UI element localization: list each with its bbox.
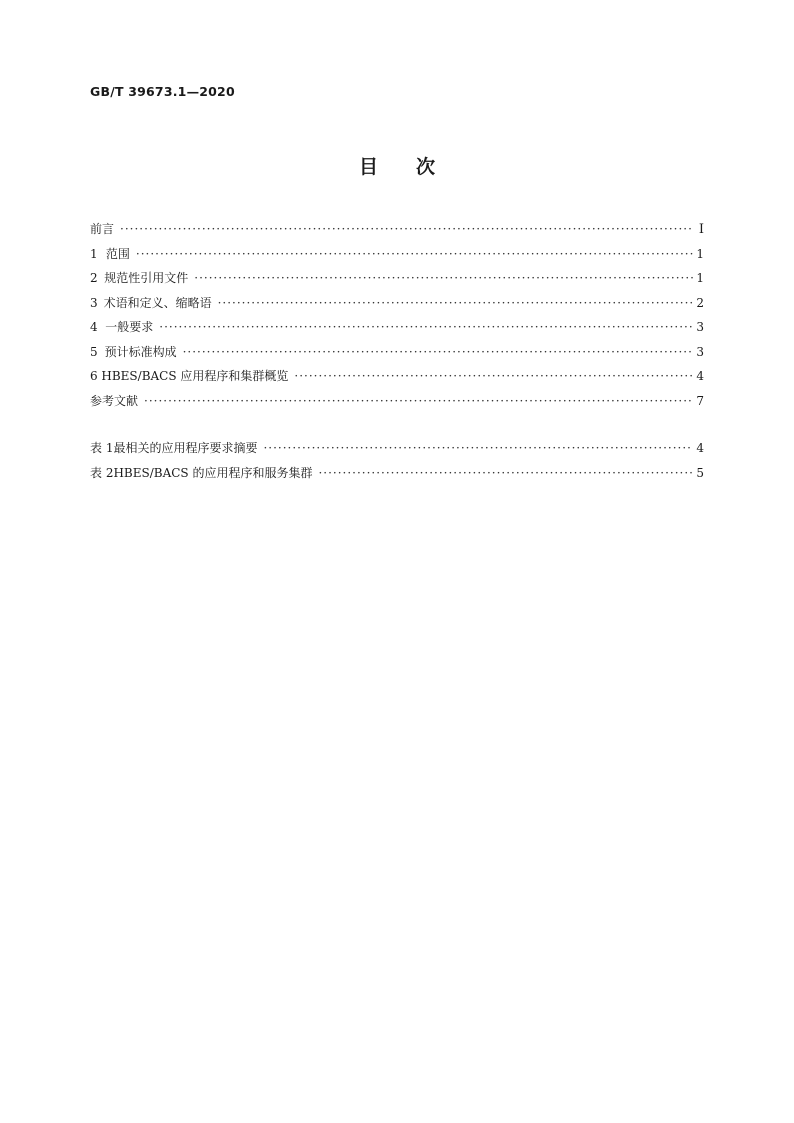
table-number: 表 1 — [90, 441, 114, 455]
toc-entry-page: 4 — [696, 441, 704, 455]
toc-entry-terms-definitions[interactable] — [90, 291, 704, 316]
toc-entry-foreword[interactable] — [90, 217, 704, 242]
table-number: 表 2 — [90, 465, 114, 480]
toc-leader-dots — [159, 315, 693, 340]
toc-entry-page: Ⅰ — [698, 222, 704, 237]
toc-entry-applications-overview[interactable] — [90, 364, 704, 389]
toc-leader-dots — [194, 266, 693, 291]
toc-leader-dots — [183, 340, 693, 365]
toc-leader-dots — [294, 364, 693, 389]
toc-entry-page: 7 — [696, 393, 704, 408]
table-of-contents — [90, 217, 704, 485]
toc-entry-page: 3 — [696, 320, 704, 334]
toc-entry-normative-references[interactable] — [90, 266, 704, 291]
toc-entry-scope[interactable] — [90, 242, 704, 267]
toc-title: 目次 — [358, 156, 473, 178]
toc-entry-label: HBES/BACS 的应用程序和服务集群 — [113, 465, 313, 480]
document-code: GB/T 39673.1—2020 — [90, 84, 235, 99]
toc-entry-label: 范围 — [105, 246, 130, 261]
toc-leader-dots — [120, 217, 693, 242]
toc-leader-dots — [136, 242, 693, 267]
toc-leader-dots — [263, 436, 693, 461]
toc-entry-page: 5 — [696, 465, 704, 480]
toc-entry-number: 1 — [90, 246, 98, 261]
toc-entry-page: 3 — [696, 344, 704, 359]
toc-entry-page: 2 — [696, 295, 704, 310]
toc-entry-label: 参考文献 — [90, 393, 139, 408]
toc-table-entry-2[interactable] — [90, 461, 704, 486]
toc-entry-page: 1 — [696, 271, 704, 285]
toc-entry-page: 4 — [696, 369, 704, 383]
toc-entry-label: 前言 — [90, 222, 115, 236]
toc-entry-number: 4 — [90, 320, 98, 334]
toc-table-entry-1[interactable] — [90, 436, 704, 461]
toc-entry-standard-structure[interactable] — [90, 340, 704, 365]
toc-entry-bibliography[interactable] — [90, 389, 704, 414]
toc-entry-number: 6 — [90, 369, 98, 383]
toc-entry-label: 最相关的应用程序要求摘要 — [113, 441, 258, 455]
toc-spacer — [90, 413, 704, 436]
toc-entry-page: 1 — [696, 246, 704, 261]
toc-entry-label: 术语和定义、缩略语 — [103, 295, 212, 310]
toc-leader-dots — [318, 461, 693, 486]
toc-entry-number: 3 — [90, 295, 98, 310]
toc-entry-label: 规范性引用文件 — [104, 271, 189, 285]
toc-entry-label: 一般要求 — [105, 320, 154, 334]
toc-entry-label: 预计标准构成 — [104, 344, 177, 359]
toc-entry-label: HBES/BACS 应用程序和集群概览 — [101, 369, 289, 383]
toc-entry-number: 2 — [90, 271, 98, 285]
toc-entry-number: 5 — [90, 344, 98, 359]
toc-leader-dots — [218, 291, 693, 316]
toc-entry-general-requirements[interactable] — [90, 315, 704, 340]
toc-leader-dots — [144, 389, 693, 414]
